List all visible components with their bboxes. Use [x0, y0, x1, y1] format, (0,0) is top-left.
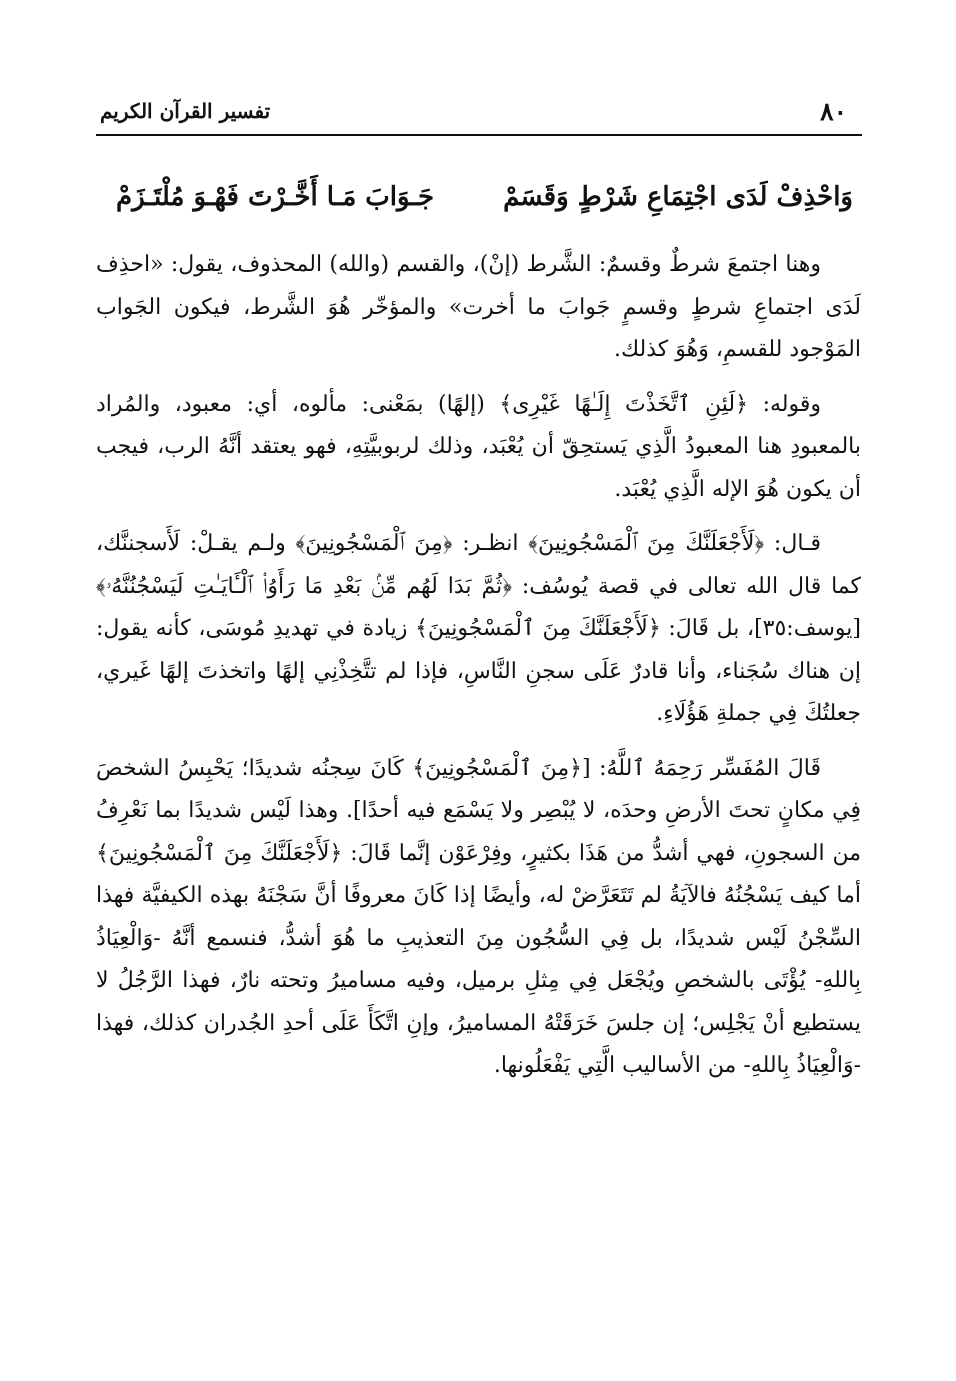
paragraph-prisoners-threat: قـال: ﴿لَأَجْعَلَنَّكَ مِنَ ٱلْمَسْجُونِينَ﴾ انظـر: ﴿مِنَ ٱلْمَسْجُونِينَ﴾ ولـم يقـلْ: لَأَسجننَّك، كما قال الله تعالى في قصة يُوسُف: ﴿ثُمَّ بَدَا لَهُم مِّنۢ بَعْدِ مَا رَأَوُا۟ ٱلْـَٔايَـٰتِ لَيَسْجُنُنَّهُۥ﴾ [يوسف:٣٥]، بل قَالَ: ﴿لَأَجْعَلَنَّكَ مِنَ ٱلْمَسْجُونِينَ﴾ زيادة في تهديدِ مُوسَى، كأنه يقول: إن هناك سُجَناء، وأنا قادرٌ عَلَى سجنِ النَّاسِ، فإذا لم تتَّخِذْنِي إلهًا واتخذتَ إلهًا غَيري، جعلتُكَ فِي جملةِ هَؤُلَاءِ.: [96, 531, 861, 726]
paragraph-condition-oath: وهنا اجتمعَ شرطٌ وقسمٌ: الشَّرط (إنْ)، والقسم (والله) المحذوف، يقول: «احذِف لَدَى اجتماعِ شرطٍ وقسمٍ جَوابَ ما أخرت» والمؤخّر هُوَ الشَّرط، فيكون الجَواب المَوْجود للقسمِ، وَهُوَ كذلك.: [96, 252, 861, 362]
verse-second-hemistich: جَـوَابَ مَـا أَخَّـرْتَ فَهْـوَ مُلْتَـزَمْ: [116, 182, 435, 212]
poetry-verse: [96, 178, 861, 230]
verse-first-hemistich: وَاحْذِفْ لَدَى اجْتِمَاعِ شَرْطٍ وَقَسَمْ: [503, 182, 853, 212]
page-number: ٨٠: [820, 97, 847, 126]
page-header: [96, 95, 861, 133]
book-title: تفسير القرآن الكريم: [100, 99, 271, 123]
header-divider: [96, 134, 862, 136]
paragraph-commentator-note: قَالَ المُفَسِّر رَحِمَهُ ٱللَّهُ: [﴿مِنَ ٱلْمَسْجُونِينَ﴾ كَانَ سِجنُه شديدًا؛ يَحْبِسُ الشخصَ فِي مكانٍ تحتَ الأرضِ وحدَه، لا يُبْصِر ولا يَسْمَع فيه أحدًا]. وهذا لَيْس شديدًا بما نَعْرِفُ من السجونِ، فهي أشدُّ من هَذَا بكثيرٍ، وفِرْعَوْن إنَّما قَالَ: ﴿لَأَجْعَلَنَّكَ مِنَ ٱلْمَسْجُونِينَ﴾ أما كيف يَسْجُنُهُ فالآيَةُ لم تَتَعَرَّضْ له، وأيضًا إذا كَانَ معروفًا أنَّ سَجْنَهُ بهذه الكيفيَّة فهذا السِّجْنُ لَيْس شديدًا، بل فِي السُّجُون مِنَ التعذيبِ ما هُوَ أشدُّ، فنسمع أنَّهُ -وَالْعِيَاذُ بِاللهِ- يُؤْتَى بالشخصِ ويُجْعَل فِي مِثلِ برميل، وفيه مساميرُ وتحته نارٌ، فهذا الرَّجُلُ لا يستطيع أنْ يَجْلِس؛ إن جلسَ خَرَقَتْهُ المساميرُ، وإنِ اتَّكَأَ عَلَى أحدِ الجُدران كذلك، فهذا -وَالْعِيَاذُ بِاللهِ- من الأساليب الَّتِي يَفْعَلُونها.: [96, 755, 861, 1078]
paragraph-ilah-meaning: وقوله: ﴿لَئِنِ ٱتَّخَذْتَ إِلَـٰهًا غَيْرِى﴾ (إلهًا) بمَعْنى: مألوه، أي: معبود، والمُراد بالمعبودِ هنا المعبودُ الَّذِي يَستحِقّ أن يُعْبَد، وذلك لربوبيَّتِهِ، فهو يعتقد أنَّهُ الرب، فيجب أن يكون هُوَ الإله الَّذِي يُعْبَد.: [96, 391, 861, 502]
body-text: [96, 244, 861, 1100]
